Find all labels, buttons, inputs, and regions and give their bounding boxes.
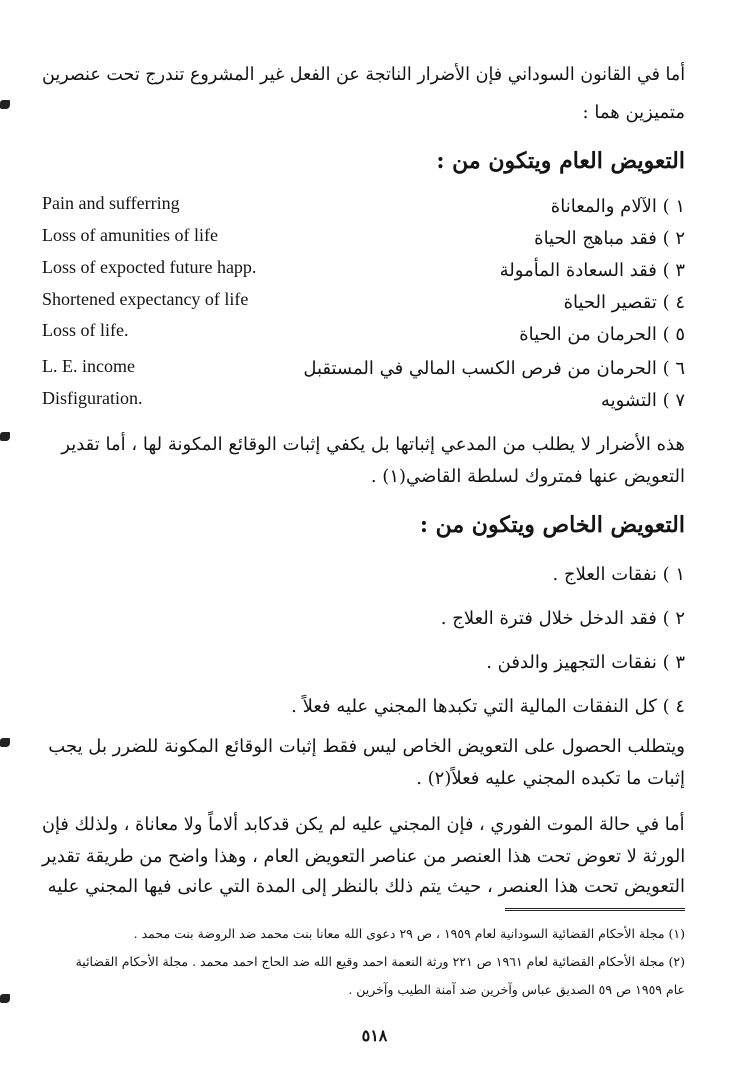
section-heading-special: التعويض الخاص ويتكون من : <box>419 512 685 538</box>
paragraph-line: متميزين هما : <box>582 102 685 123</box>
english-term: Loss of amunities of life <box>42 225 218 245</box>
english-term: L. E. income <box>42 356 135 376</box>
footnote: (١) مجلة الأحكام القضائية السودانية لعام ١٩٥٩ ، ص ٢٩ دعوى الله معانا بنت محمد ضد الروضة بنت محمد . <box>133 926 685 941</box>
paragraph-line: التعويض عنها فمتروك لسلطة القاضي(١) . <box>370 466 685 487</box>
margin-mark <box>0 738 10 747</box>
paragraph-line: هذه الأضرار لا يطلب من المدعي إثباتها بل يكفي إثبات الوقائع المكونة لها ، أما تقدير <box>61 434 685 455</box>
paragraph-line: ويتطلب الحصول على التعويض الخاص ليس فقط إثبات الوقائع المكونة للضرر بل يجب <box>48 736 685 757</box>
paragraph-line: أما في حالة الموت الفوري ، فإن المجني عليه لم يكن قدكابد ألاماً ولا معاناة ، ولذلك فإن <box>42 814 685 835</box>
english-term: Loss of expocted future happ. <box>42 257 257 277</box>
list-item: ٤ ) تقصير الحياة <box>563 292 685 313</box>
margin-mark <box>0 432 10 441</box>
list-item: ١ ) نفقات العلاج . <box>552 564 685 585</box>
margin-mark <box>0 994 10 1003</box>
english-term: Shortened expectancy of life <box>42 289 249 309</box>
list-item: ١ ) الآلام والمعاناة <box>550 196 685 217</box>
list-item: ٢ ) فقد الدخل خلال فترة العلاج . <box>440 608 685 629</box>
english-term: Pain and sufferring <box>42 193 180 213</box>
english-term: Disfiguration. <box>42 388 143 408</box>
paragraph-line: أما في القانون السوداني فإن الأضرار الناتجة عن الفعل غير المشروع تندرج تحت عنصرين <box>41 64 685 85</box>
paragraph-line: التعويض تحت هذا العنصر ، حيث يتم ذلك بالنظر إلى المدة التي عانى فيها المجني عليه <box>47 876 685 897</box>
page-number: ٥١٨ <box>361 1026 388 1045</box>
list-item: ٥ ) الحرمان من الحياة <box>519 324 685 345</box>
list-item: ٣ ) فقد السعادة المأمولة <box>499 260 685 281</box>
list-item: ٦ ) الحرمان من فرص الكسب المالي في المستقبل <box>303 358 685 379</box>
list-item: ٧ ) التشويه <box>600 390 685 411</box>
list-item: ٤ ) كل النفقات المالية التي تكبدها المجني عليه فعلاً . <box>291 696 685 717</box>
footnote-separator <box>505 908 685 911</box>
english-term: Loss of life. <box>42 320 129 340</box>
paragraph-line: إثبات ما تكبده المجني عليه فعلاً(٢) . <box>416 768 685 789</box>
section-heading-general: التعويض العام ويتكون من : <box>436 148 685 174</box>
list-item: ٣ ) نفقات التجهيز والدفن . <box>486 652 685 673</box>
list-item: ٢ ) فقد مباهج الحياة <box>534 228 685 249</box>
paragraph-line: الورثة لا تعوض تحت هذا العنصر من عناصر التعويض العام ، وهذا واضح من طريقة تقدير <box>41 846 685 867</box>
footnote: عام ١٩٥٩ ص ٥٩ الصديق عباس وآخرين ضد آمنة الطيب وآخرين . <box>348 982 685 997</box>
footnote: (٢) مجلة الأحكام القضائية لعام ١٩٦١ ص ٢٢١ ورثة النعمة احمد وقيع الله ضد الحاج احمد محمد . مجلة الأحكام القضائية <box>75 954 685 969</box>
margin-mark <box>0 100 10 109</box>
